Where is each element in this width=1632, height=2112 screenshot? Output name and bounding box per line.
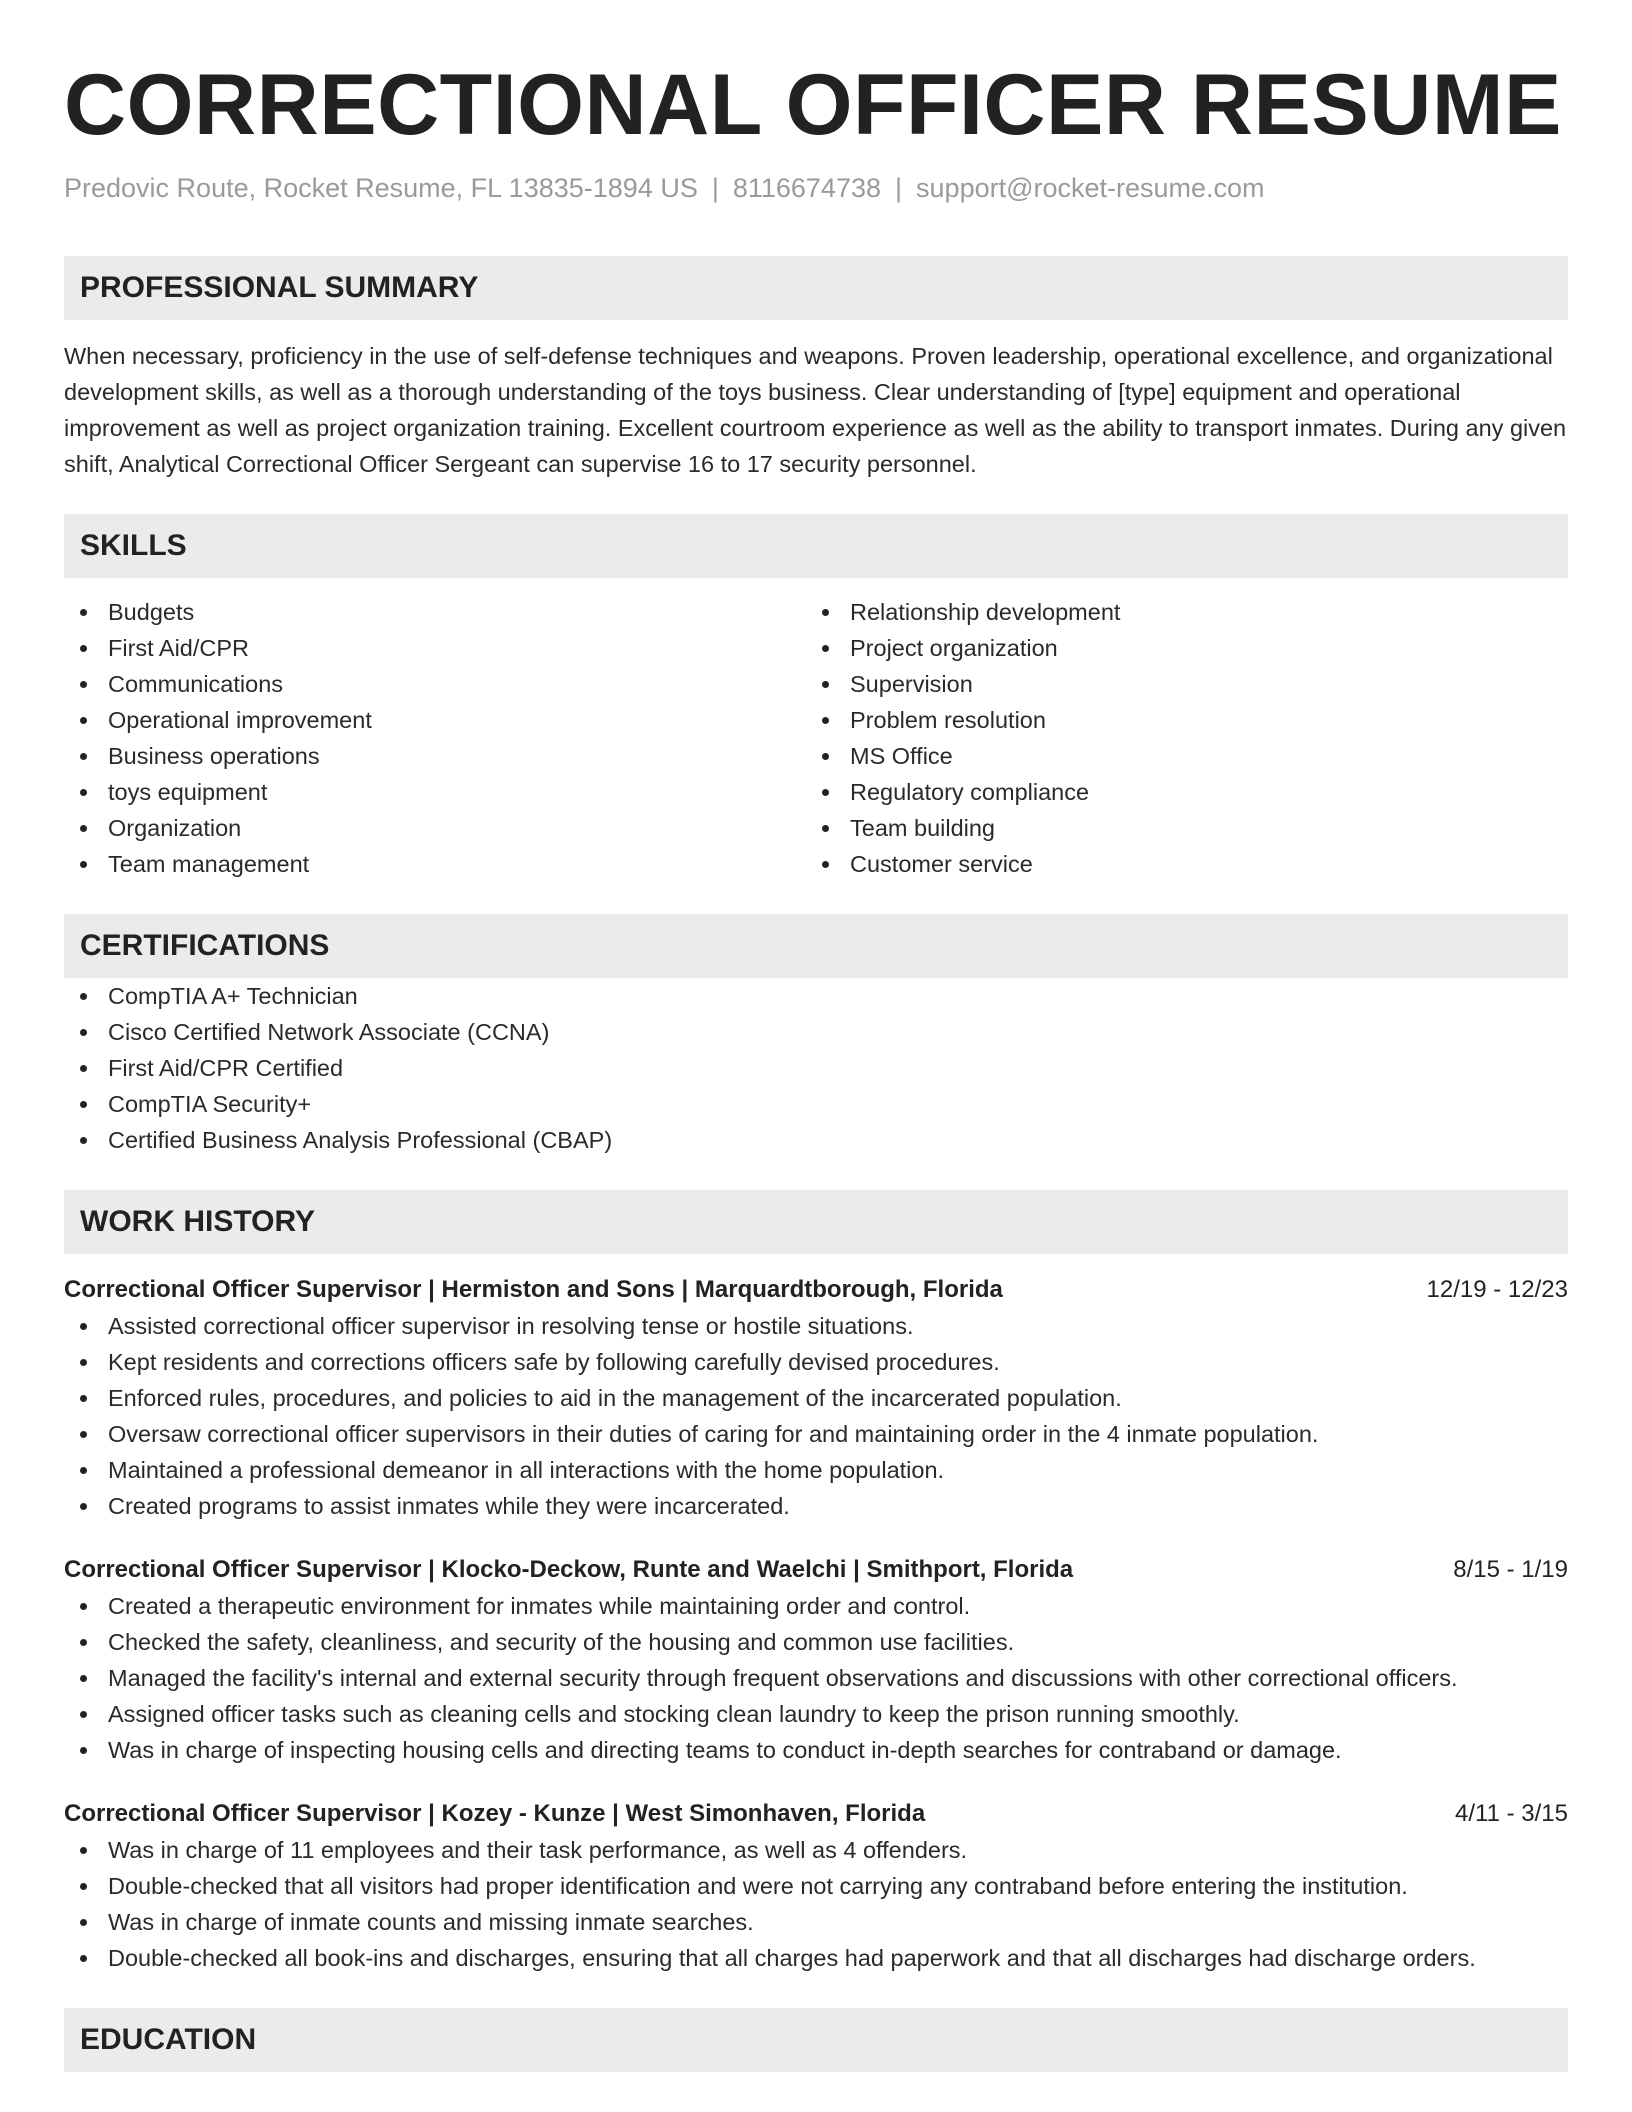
job-title: Correctional Officer Supervisor | Klocko-Deckow, Runte and Waelchi | Smithport, Florida	[64, 1556, 1074, 1584]
skill-item: First Aid/CPR	[64, 630, 806, 666]
certification-item: Cisco Certified Network Associate (CCNA)	[64, 1014, 1568, 1050]
certification-item: CompTIA A+ Technician	[64, 978, 1568, 1014]
job-header	[64, 1796, 1568, 1832]
job-duty: Managed the facility's internal and external security through frequent observations and discussions with other correctional officers.	[64, 1660, 1568, 1696]
skill-item: Team building	[806, 810, 1548, 846]
contact-phone: 8116674738	[732, 173, 882, 203]
skill-item: Problem resolution	[806, 702, 1548, 738]
job-duty: Created programs to assist inmates while they were incarcerated.	[64, 1488, 1568, 1524]
section-heading-work-history: WORK HISTORY	[64, 1190, 1568, 1254]
job-entry	[64, 1796, 1568, 1976]
contact-separator: |	[895, 173, 903, 203]
job-duty: Assigned officer tasks such as cleaning cells and stocking clean laundry to keep the prison running smoothly.	[64, 1696, 1568, 1732]
section-heading-certifications: CERTIFICATIONS	[64, 914, 1568, 978]
job-dates: 4/11 - 3/15	[1455, 1800, 1568, 1828]
section-heading-summary: PROFESSIONAL SUMMARY	[64, 256, 1568, 320]
skill-item: toys equipment	[64, 774, 806, 810]
section-heading-education: EDUCATION	[64, 2008, 1568, 2072]
job-duty: Oversaw correctional officer supervisors in their duties of caring for and maintaining order in the 4 inmate population.	[64, 1416, 1568, 1452]
job-dates: 12/19 - 12/23	[1426, 1276, 1568, 1304]
job-duty: Was in charge of 11 employees and their task performance, as well as 4 offenders.	[64, 1832, 1568, 1868]
skill-item: Team management	[64, 846, 806, 882]
resume-title: CORRECTIONAL OFFICER RESUME	[64, 57, 1562, 153]
job-duty: Enforced rules, procedures, and policies to aid in the management of the incarcerated population.	[64, 1380, 1568, 1416]
job-duty: Kept residents and corrections officers safe by following carefully devised procedures.	[64, 1344, 1568, 1380]
job-title: Correctional Officer Supervisor | Kozey - Kunze | West Simonhaven, Florida	[64, 1800, 926, 1828]
job-duty: Double-checked that all visitors had proper identification and were not carrying any contraband before entering the institution.	[64, 1868, 1568, 1904]
certification-item: Certified Business Analysis Professional (CBAP)	[64, 1122, 1568, 1158]
job-entry	[64, 1272, 1568, 1524]
contact-email: support@rocket-resume.com	[916, 173, 1265, 203]
certification-item: CompTIA Security+	[64, 1086, 1568, 1122]
section-heading-skills: SKILLS	[64, 514, 1568, 578]
skill-item: Operational improvement	[64, 702, 806, 738]
skill-item: Business operations	[64, 738, 806, 774]
skill-item: Communications	[64, 666, 806, 702]
job-duty: Maintained a professional demeanor in all interactions with the home population.	[64, 1452, 1568, 1488]
skill-item: MS Office	[806, 738, 1548, 774]
job-title: Correctional Officer Supervisor | Hermiston and Sons | Marquardtborough, Florida	[64, 1276, 1003, 1304]
skill-item: Regulatory compliance	[806, 774, 1548, 810]
job-duty: Was in charge of inmate counts and missing inmate searches.	[64, 1904, 1568, 1940]
certification-item: First Aid/CPR Certified	[64, 1050, 1568, 1086]
skill-item: Supervision	[806, 666, 1548, 702]
job-entry	[64, 1552, 1568, 1768]
job-dates: 8/15 - 1/19	[1453, 1556, 1568, 1584]
skills-list-left	[64, 594, 806, 882]
job-header	[64, 1552, 1568, 1588]
job-duty: Assisted correctional officer supervisor in resolving tense or hostile situations.	[64, 1308, 1568, 1344]
job-duties-list	[64, 1308, 1568, 1524]
job-duties-list	[64, 1588, 1568, 1768]
job-duty: Created a therapeutic environment for inmates while maintaining order and control.	[64, 1588, 1568, 1624]
skill-item: Budgets	[64, 594, 806, 630]
job-duty: Checked the safety, cleanliness, and security of the housing and common use facilities.	[64, 1624, 1568, 1660]
contact-separator: |	[711, 173, 719, 203]
skill-item: Organization	[64, 810, 806, 846]
skills-list-right	[806, 594, 1548, 882]
contact-line	[64, 172, 1568, 204]
skill-item: Project organization	[806, 630, 1548, 666]
skills-columns	[64, 594, 1568, 882]
job-duty: Was in charge of inspecting housing cells and directing teams to conduct in-depth searches for contraband or damage.	[64, 1732, 1568, 1768]
certifications-list	[64, 978, 1568, 1158]
job-duty: Double-checked all book-ins and discharges, ensuring that all charges had paperwork and that all discharges had discharge orders.	[64, 1940, 1568, 1976]
summary-text: When necessary, proficiency in the use of self-defense techniques and weapons. Proven leadership, operational excellence, and organizational development skills, as well as a thorough understanding of the toys business. Clear understanding of [type] equipment and operational improvement as well as project organization training. Excellent courtroom experience as well as the ability to transport inmates. During any given shift, Analytical Correctional Officer Sergeant can supervise 16 to 17 security personnel.	[64, 343, 1567, 478]
skill-item: Customer service	[806, 846, 1548, 882]
job-duties-list	[64, 1832, 1568, 1976]
job-header	[64, 1272, 1568, 1308]
skill-item: Relationship development	[806, 594, 1548, 630]
contact-address: Predovic Route, Rocket Resume, FL 13835-1894 US	[64, 173, 698, 203]
